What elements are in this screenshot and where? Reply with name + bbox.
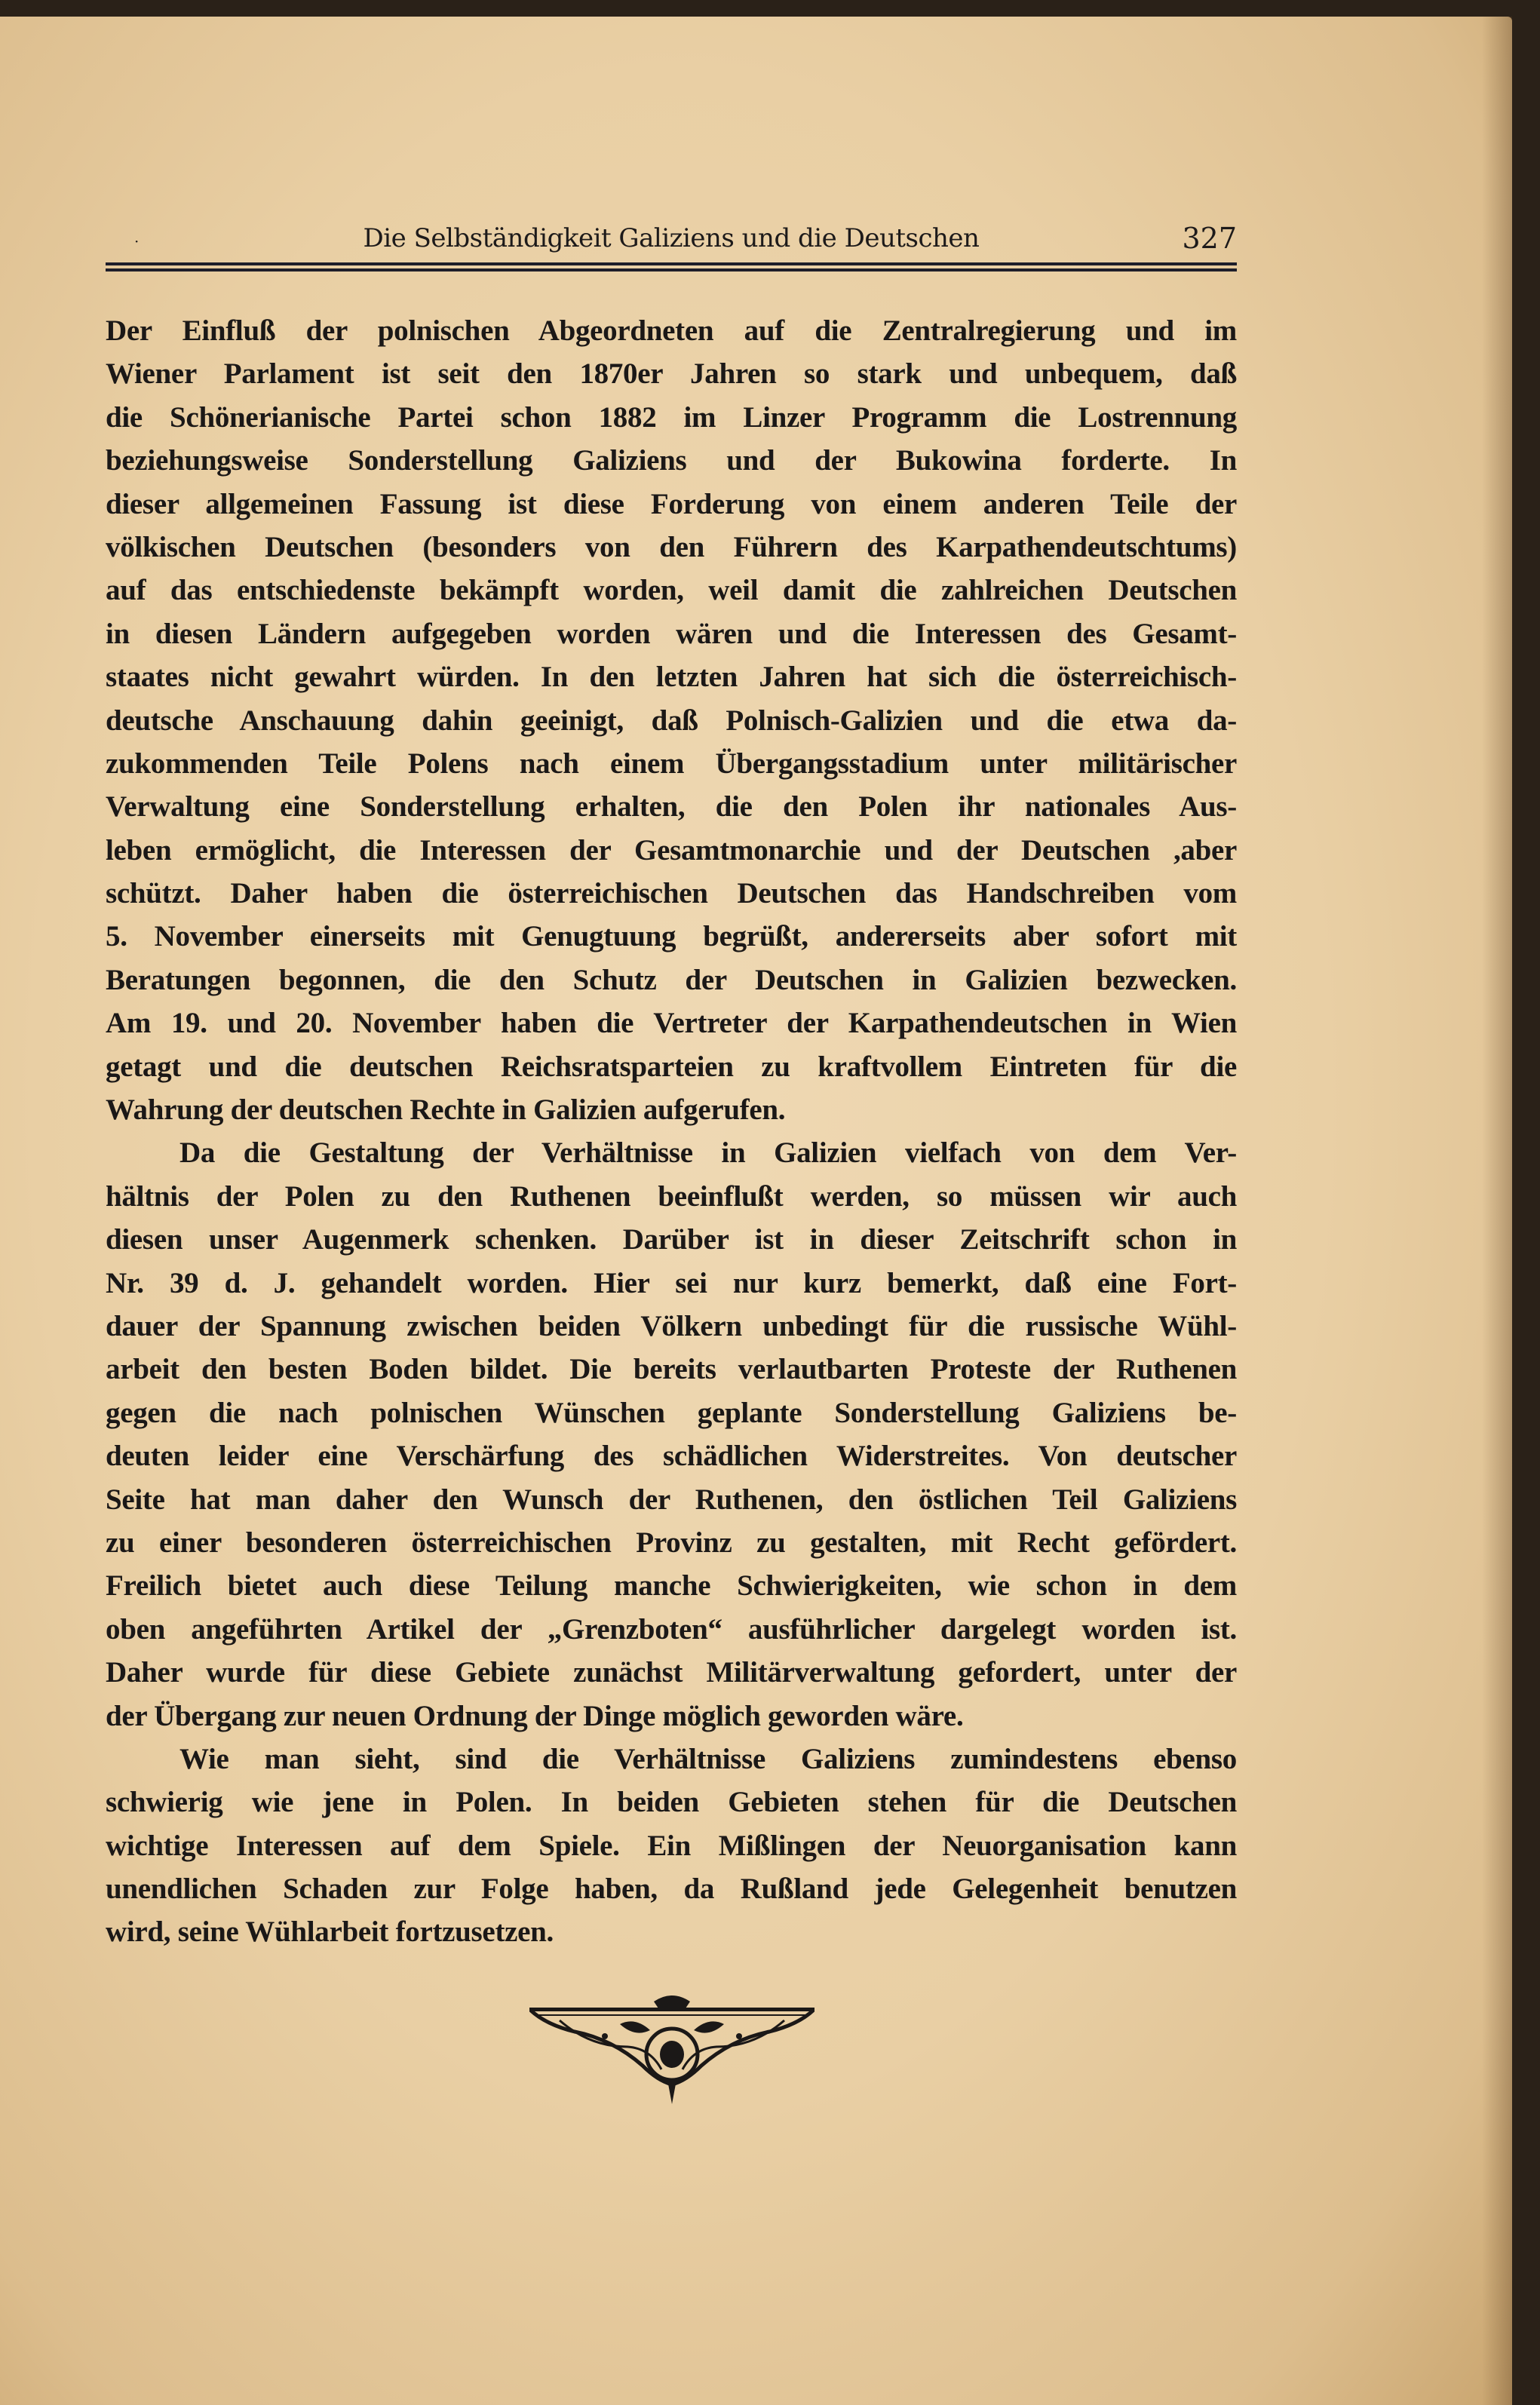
- text-line: Am 19. und 20. November haben die Vertreter der Karpathendeutschen in Wien: [106, 1007, 1237, 1040]
- text-line: Der Einfluß der polnischen Abgeordneten auf die Zentralregierung und im: [106, 314, 1237, 347]
- text-line: Daher wurde für diese Gebiete zunächst Militärverwaltung gefordert, unter der: [106, 1656, 1237, 1689]
- text-line: Freilich bietet auch diese Teilung manche Schwierigkeiten, wie schon in dem: [106, 1569, 1237, 1603]
- text-line: dieser allgemeinen Fassung ist diese Forderung von einem anderen Teile der: [106, 487, 1237, 520]
- book-page: [0, 17, 1512, 2405]
- text-line: Seite hat man daher den Wunsch der Ruthenen, den östlichen Teil Galiziens: [106, 1483, 1237, 1516]
- text-line: leben ermöglicht, die Interessen der Gesamtmonarchie und der Deutschen ,aber: [106, 833, 1237, 867]
- text-line: völkischen Deutschen (besonders von den Führern des Karpathendeutschtums): [106, 530, 1237, 563]
- text-line: Beratungen begonnen, die den Schutz der Deutschen in Galizien bezwecken.: [106, 963, 1237, 996]
- text-line: Verwaltung eine Sonderstellung erhalten, die den Polen ihr nationales Aus-: [106, 790, 1237, 824]
- text-line: Wie man sieht, sind die Verhältnisse Galiziens zumindestens ebenso: [179, 1742, 1237, 1775]
- text-line: arbeit den besten Boden bildet. Die bereits verlautbarten Proteste der Ruthenen: [106, 1353, 1237, 1386]
- text-line: dauer der Spannung zwischen beiden Völkern unbedingt für die russische Wühl-: [106, 1309, 1237, 1342]
- text-line: wichtige Interessen auf dem Spiele. Ein Mißlingen der Neuorganisation kann: [106, 1829, 1237, 1862]
- text-line: hältnis der Polen zu den Ruthenen beeinflußt werden, so müssen wir auch: [106, 1179, 1237, 1213]
- header-double-rule: [106, 262, 1237, 271]
- page-number: 327: [1182, 222, 1237, 255]
- header-mark: ·: [134, 232, 140, 250]
- text-line: die Schönerianische Partei schon 1882 im Linzer Programm die Lostrennung: [106, 400, 1237, 434]
- text-line: Wahrung der deutschen Rechte in Galizien aufgerufen.: [106, 1094, 786, 1127]
- text-line: schützt. Daher haben die österreichischen Deutschen das Handschreiben vom: [106, 877, 1237, 910]
- text-line: schwierig wie jene in Polen. In beiden Gebieten stehen für die Deutschen: [106, 1786, 1237, 1819]
- text-line: Da die Gestaltung der Verhältnisse in Galizien vielfach von dem Ver-: [179, 1137, 1237, 1170]
- text-line: Wiener Parlament ist seit den 1870er Jahren so stark und unbequem, daß: [106, 357, 1237, 391]
- text-line: in diesen Ländern aufgegeben worden wären und die Interessen des Gesamt-: [106, 617, 1237, 650]
- running-header: [106, 219, 1237, 264]
- text-line: deuten leider eine Verschärfung des schädlichen Widerstreites. Von deutscher: [106, 1440, 1237, 1473]
- text-line: der Übergang zur neuen Ordnung der Dinge möglich geworden wäre.: [106, 1699, 964, 1732]
- running-title: Die Selbständigkeit Galiziens und die Deutschen: [363, 223, 980, 253]
- text-line: wird, seine Wühlarbeit fortzusetzen.: [106, 1916, 554, 1949]
- text-line: staates nicht gewahrt würden. In den letzten Jahren hat sich die österreichisch-: [106, 661, 1237, 694]
- text-line: diesen unser Augenmerk schenken. Darüber ist in dieser Zeitschrift schon in: [106, 1223, 1237, 1256]
- text-line: zukommenden Teile Polens nach einem Übergangsstadium unter militärischer: [106, 747, 1237, 780]
- text-line: getagt und die deutschen Reichsratsparteien zu kraftvollem Eintreten für die: [106, 1050, 1237, 1083]
- text-line: gegen die nach polnischen Wünschen geplante Sonderstellung Galiziens be-: [106, 1396, 1237, 1429]
- text-line: oben angeführten Artikel der „Grenzboten“ ausführlicher dargelegt worden ist.: [106, 1612, 1237, 1646]
- text-line: zu einer besonderen österreichischen Provinz zu gestalten, mit Recht gefördert.: [106, 1526, 1237, 1559]
- text-line: unendlichen Schaden zur Folge haben, da Rußland jede Gelegenheit benutzen: [106, 1873, 1237, 1906]
- text-line: Nr. 39 d. J. gehandelt worden. Hier sei nur kurz bemerkt, daß eine Fort-: [106, 1266, 1237, 1299]
- floral-vignette-icon: [529, 1994, 814, 2104]
- text-line: deutsche Anschauung dahin geeinigt, daß Polnisch-Galizien und die etwa da-: [106, 704, 1237, 737]
- text-line: 5. November einerseits mit Genugtuung begrüßt, andererseits aber sofort mit: [106, 920, 1237, 953]
- text-line: beziehungsweise Sonderstellung Galiziens und der Bukowina forderte. In: [106, 444, 1237, 477]
- text-line: auf das entschiedenste bekämpft worden, weil damit die zahlreichen Deutschen: [106, 574, 1237, 607]
- body-text: [106, 309, 1237, 1954]
